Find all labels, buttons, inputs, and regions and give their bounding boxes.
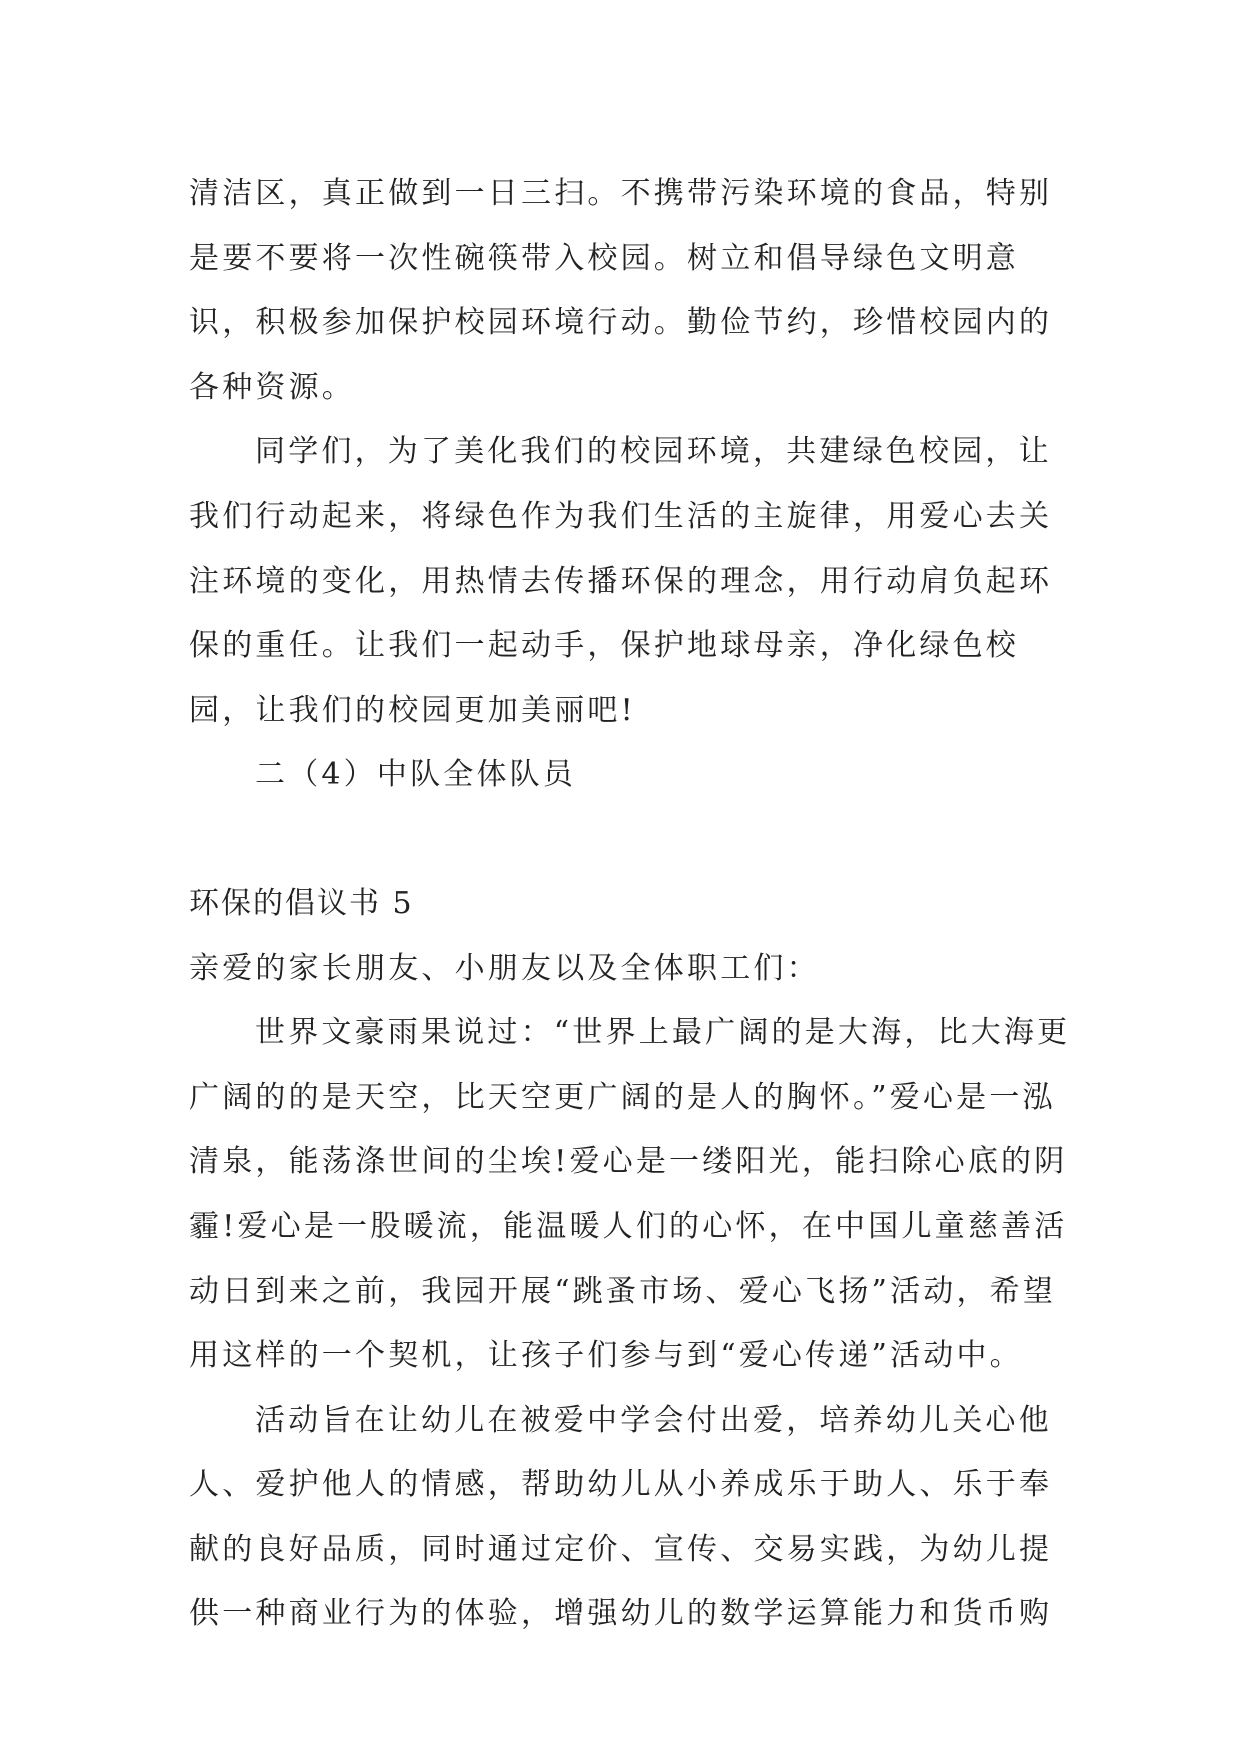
paragraph-1: 清洁区，真正做到一日三扫。不携带污染环境的食品，特别是要不要将一次性碗筷带入校园。树立和倡导绿色文明意识，积极参加保护校园环境行动。勤俭节约，珍惜校园内的各种资源。 bbox=[189, 176, 1053, 405]
paragraph-4: 活动旨在让幼儿在被爱中学会付出爱，培养幼儿关心他人、爱护他人的情感，帮助幼儿从小养成乐于助人、乐于奉献的良好品质，同时通过定价、宣传、交易实践，为幼儿提供一种商业行为的体验，增强幼儿的数学运算能力和货币购 bbox=[189, 1402, 1053, 1632]
paragraph-3: 世界文豪雨果说过：“世界上最广阔的是大海，比大海更广阔的的是天空，比天空更广阔的是人的胸怀。”爱心是一泓清泉，能荡涤世间的尘埃!爱心是一缕阳光，能扫除心底的阴霾!爱心是一股暖流，能温暖人们的心怀，在中国儿童慈善活动日到来之前，我园开展“跳蚤市场、爱心飞扬”活动，希望用这样的一个契机，让孩子们参与到“爱心传递”活动中。 bbox=[189, 1015, 1071, 1374]
salutation: 亲爱的家长朋友、小朋友以及全体职工们： bbox=[189, 950, 820, 986]
paragraph-2: 同学们，为了美化我们的校园环境，共建绿色校园，让我们行动起来，将绿色作为我们生活的主旋律，用爱心去关注环境的变化，用热情去传播环保的理念，用行动肩负起环保的重任。让我们一起动手，保护地球母亲，净化绿色校园，让我们的校园更加美丽吧! bbox=[189, 434, 1053, 728]
section-title: 环保的倡议书 5 bbox=[189, 885, 414, 921]
document-body bbox=[189, 162, 1079, 1647]
signature: 二（4）中队全体队员 bbox=[255, 757, 577, 793]
